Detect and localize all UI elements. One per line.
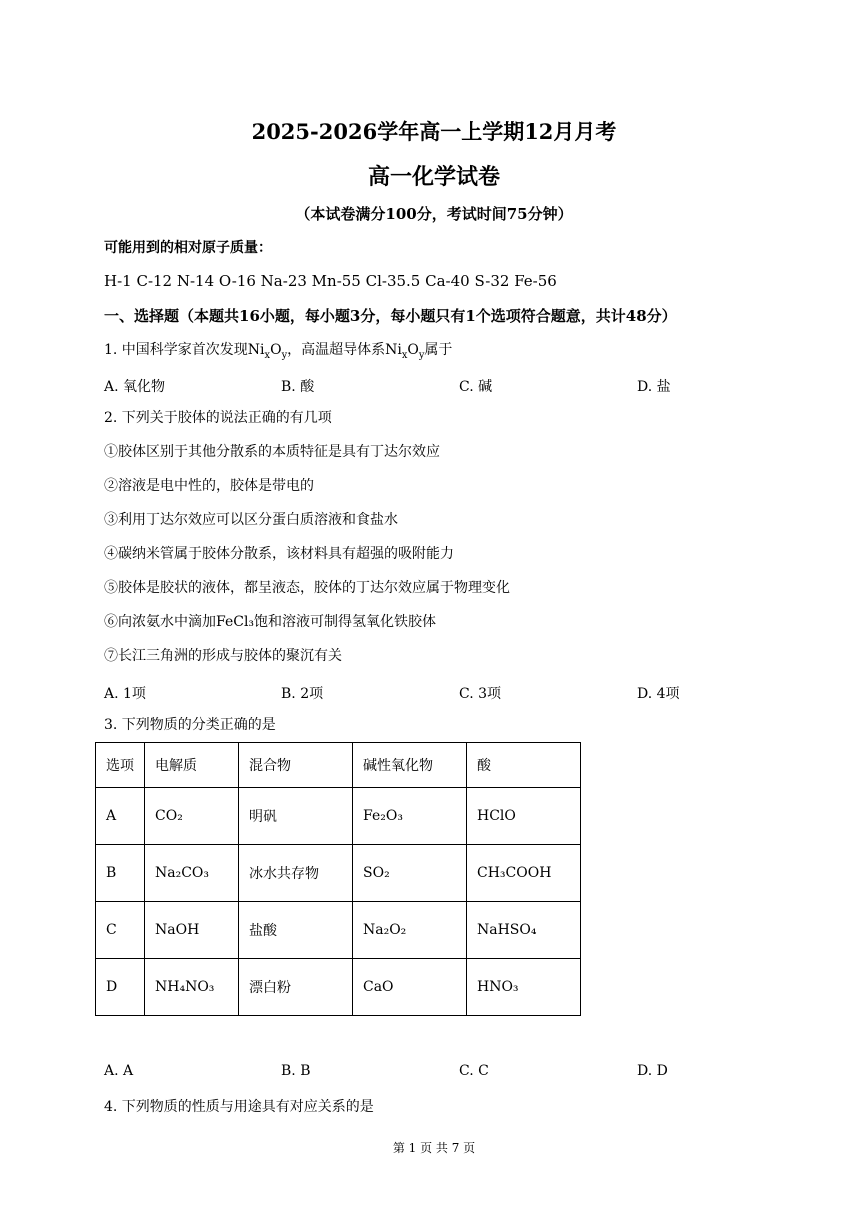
- q2-item-6: ⑥向浓氨水中滴加FeCl₃饱和溶液可制得氢氧化铁胶体: [104, 614, 437, 630]
- q1-sub-y: y: [281, 349, 288, 361]
- q1-stem-part-c: 属于: [424, 342, 453, 358]
- q1-option-a: A. 氧化物: [104, 379, 166, 395]
- q1-option-b: B. 酸: [281, 379, 315, 395]
- question-3-stem: 3. 下列物质的分类正确的是: [104, 717, 276, 733]
- q2-item-4: ④碳纳米管属于胶体分散系，该材料具有超强的吸附能力: [104, 546, 454, 562]
- q1-stem-part-b: ，高温超导体系Ni: [287, 342, 402, 358]
- table-header-cell: 混合物: [239, 743, 353, 788]
- q2-option-b: B. 2项: [281, 686, 324, 702]
- q1-stem-part-a: 1. 中国科学家首次发现Ni: [104, 342, 265, 358]
- q2-item-1: ①胶体区别于其他分散系的本质特征是具有丁达尔效应: [104, 444, 440, 460]
- q1-sub-y-2: y: [418, 349, 425, 361]
- question-2-stem: 2. 下列关于胶体的说法正确的有几项: [104, 410, 332, 426]
- table-cell: CaO: [353, 959, 467, 1016]
- table-cell: CO₂: [145, 788, 239, 845]
- q2-item-7: ⑦长江三角洲的形成与胶体的聚沉有关: [104, 648, 342, 664]
- exam-note: （本试卷满分100分，考试时间75分钟）: [295, 205, 573, 223]
- table-row: [96, 788, 581, 845]
- table-cell: B: [96, 845, 145, 902]
- table-cell: 冰水共存物: [239, 845, 353, 902]
- section-heading: 一、选择题（本题共16小题，每小题3分，每小题只有1个选项符合题意，共计48分）: [104, 307, 677, 325]
- q1-sub-x-2: x: [401, 349, 408, 361]
- table-cell: D: [96, 959, 145, 1016]
- q3-option-c: C. C: [459, 1063, 489, 1079]
- q2-item-2: ②溶液是电中性的，胶体是带电的: [104, 478, 314, 494]
- table-header-cell: 电解质: [145, 743, 239, 788]
- table-row: [96, 959, 581, 1016]
- exam-title: 2025-2026学年高一上学期12月月考: [251, 119, 617, 144]
- table-cell: CH₃COOH: [467, 845, 581, 902]
- q3-option-a: A. A: [104, 1063, 134, 1079]
- question-1-stem: [104, 340, 452, 366]
- atomic-mass-label: 可能用到的相对原子质量：: [104, 240, 272, 256]
- table-header-cell: 选项: [96, 743, 145, 788]
- atomic-mass-values: H-1 C-12 N-14 O-16 Na-23 Mn-55 Cl-35.5 Ca-40 S-32 Fe-56: [104, 272, 557, 290]
- table-cell: 漂白粉: [239, 959, 353, 1016]
- exam-subject: 高一化学试卷: [367, 164, 500, 190]
- q2-option-a: A. 1项: [104, 686, 146, 702]
- table-cell: A: [96, 788, 145, 845]
- table-cell: C: [96, 902, 145, 959]
- table-cell: HClO: [467, 788, 581, 845]
- q1-option-d: D. 盐: [637, 379, 671, 395]
- table-cell: NaHSO₄: [467, 902, 581, 959]
- q2-item-5: ⑤胶体是胶状的液体，都呈液态，胶体的丁达尔效应属于物理变化: [104, 580, 510, 596]
- table-header-row: [96, 743, 581, 788]
- q2-option-d: D. 4项: [637, 686, 680, 702]
- table-cell: Na₂CO₃: [145, 845, 239, 902]
- q2-item-3: ③利用丁达尔效应可以区分蛋白质溶液和食盐水: [104, 512, 398, 528]
- question-4-stem: 4. 下列物质的性质与用途具有对应关系的是: [104, 1099, 374, 1115]
- q1-option-c: C. 碱: [459, 379, 493, 395]
- q3-option-d: D. D: [637, 1063, 668, 1079]
- table-header-cell: 酸: [467, 743, 581, 788]
- table-cell: SO₂: [353, 845, 467, 902]
- q1-sub-x: x: [264, 349, 271, 361]
- q2-option-c: C. 3项: [459, 686, 502, 702]
- table-cell: NH₄NO₃: [145, 959, 239, 1016]
- table-header-cell: 碱性氧化物: [353, 743, 467, 788]
- q3-option-b: B. B: [281, 1063, 311, 1079]
- classification-table: [95, 742, 581, 1016]
- table-cell: 盐酸: [239, 902, 353, 959]
- page-number: 第 1 页 共 7 页: [392, 1141, 476, 1155]
- table-row: [96, 845, 581, 902]
- q1-oxygen: O: [270, 342, 282, 358]
- table-row: [96, 902, 581, 959]
- table-cell: NaOH: [145, 902, 239, 959]
- table-cell: Na₂O₂: [353, 902, 467, 959]
- table-cell: Fe₂O₃: [353, 788, 467, 845]
- table-cell: 明矾: [239, 788, 353, 845]
- table-cell: HNO₃: [467, 959, 581, 1016]
- q1-oxygen-2: O: [407, 342, 419, 358]
